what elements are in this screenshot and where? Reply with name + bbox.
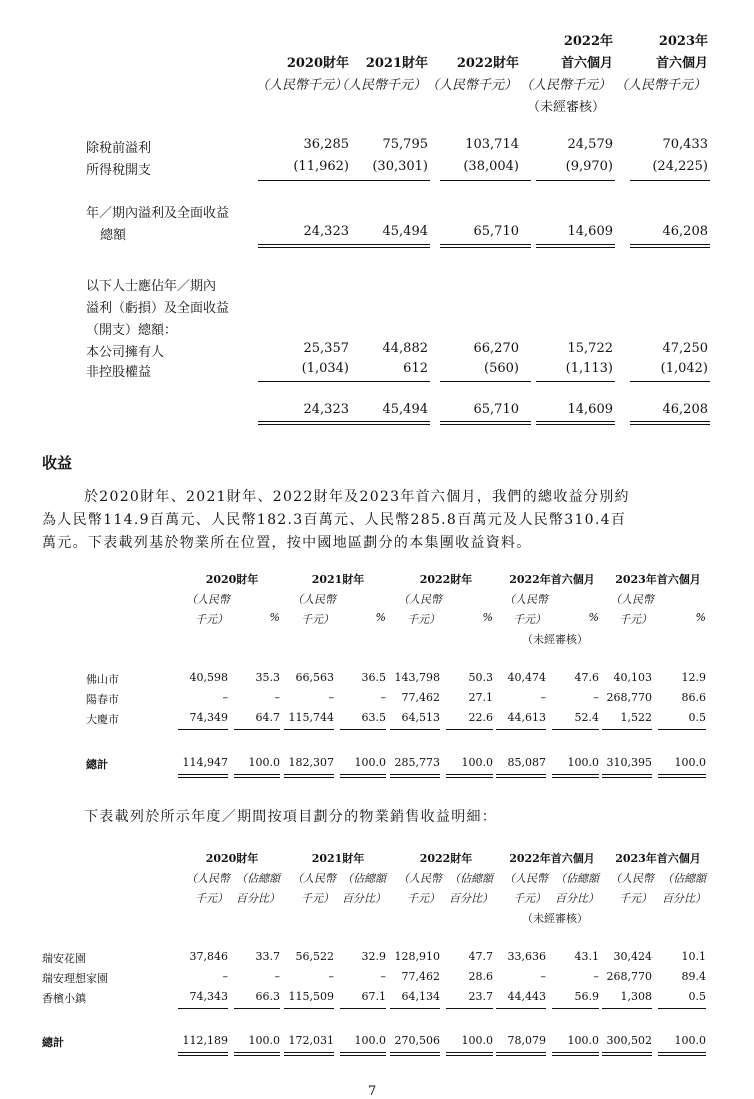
cell-value-total: 114,947 [182,756,228,769]
rule-line [536,381,615,382]
rule-line [284,1008,334,1009]
cell-value-total: 24,323 [303,224,349,239]
row-label: 陽春市 [86,693,119,706]
cell-value: 63.5 [361,711,386,724]
cell-value: 74,349 [189,711,228,724]
double-rule-line [234,777,280,778]
column-header-pct: % [695,611,706,624]
cell-value-total: 78,079 [507,1034,546,1047]
double-rule-line [446,1052,493,1053]
cell-value: 33,636 [507,950,546,963]
double-rule-line [340,1052,386,1053]
cell-value-total: 100.0 [354,756,386,769]
double-rule-line [630,424,710,425]
column-header-unit: 千元） [619,892,652,905]
cell-value-total: 100.0 [461,1034,493,1047]
column-header-period: 2022年首六個月 [509,573,595,586]
revenue-heading: 收益 [42,454,73,472]
cell-value-total: 100.0 [248,756,280,769]
cell-value-total: 100.0 [567,756,599,769]
double-rule-line [350,421,430,422]
column-header-pct: 百分比） [662,892,706,905]
column-header-unit: （人民幣千元） [519,78,611,93]
cell-value: 64.7 [255,711,280,724]
page-number: 7 [368,1084,377,1099]
column-header-pct: 百分比） [342,892,386,905]
cell-value-total: 45,494 [382,402,428,417]
rule-line [258,180,350,181]
cell-value: (24,225) [652,159,708,174]
rule-line [496,1008,546,1009]
column-header-unit: （人民幣 [504,593,548,606]
rule-line [178,729,228,730]
cell-value: 37,846 [189,950,228,963]
cell-value: (9,970) [565,159,613,174]
column-header-unit: 千元） [619,613,652,626]
rule-line [496,729,546,730]
rule-line [440,381,531,382]
column-header-pct: % [588,611,599,624]
rule-line [630,180,710,181]
cell-value: 40,103 [613,671,652,684]
column-header-period: 2020財年 [286,56,349,71]
revenue-paragraph-line-2: 為人民幣114.9百萬元、人民幣182.3百萬元、人民幣285.8百萬元及人民幣310.4百 [42,512,627,528]
cell-value: 44,882 [382,341,428,356]
double-rule-line [536,244,615,245]
cell-value: 44,443 [507,990,546,1003]
cell-value-total: 65,710 [473,224,519,239]
column-header-unit: （人民幣 [186,593,230,606]
cell-value-total: 14,609 [567,224,613,239]
project-revenue-intro: 下表載列於所示年度／期間按項目劃分的物業銷售收益明細： [84,809,498,825]
column-header-pct: 百分比） [449,892,493,905]
double-rule-line [258,424,350,425]
double-rule-line [552,774,599,775]
cell-value-total: 14,609 [567,402,613,417]
cell-value: – [540,691,546,704]
cell-value-total: 100.0 [248,1034,280,1047]
double-rule-line [340,1055,386,1056]
revenue-paragraph-line-3: 萬元。下表載列基於物業所在位置，按中國地區劃分的本集團收益資料。 [42,535,532,551]
rule-line [446,1008,493,1009]
column-header-period: 2020財年 [205,573,259,586]
row-label: 佛山市 [86,673,119,686]
cell-value-total: 100.0 [567,1034,599,1047]
cell-value: 23.7 [468,990,493,1003]
cell-value: 70,433 [662,137,708,152]
row-label: 瑞安花園 [42,952,86,965]
column-header-unit: （人民幣千元） [255,78,347,93]
cell-value: – [380,970,386,983]
cell-value: 0.5 [688,711,706,724]
cell-value: 28.6 [468,970,493,983]
column-header-pct: 百分比） [236,892,280,905]
double-rule-line [390,1052,440,1053]
column-header-pct: （佔總額 [342,872,386,885]
cell-value: 77,462 [401,970,440,983]
column-header-period: 2023年首六個月 [615,852,701,865]
cell-value: 77,462 [401,691,440,704]
column-header-period: 2021財年 [311,852,365,865]
double-rule-line [536,424,615,425]
cell-value: 47.6 [574,671,599,684]
column-header-unit: 千元） [407,892,440,905]
cell-value-total: 46,208 [662,224,708,239]
double-rule-line [602,1055,652,1056]
double-rule-line [258,421,350,422]
double-rule-line [178,1052,228,1053]
rule-line [602,1008,652,1009]
cell-value-total: 100.0 [461,756,493,769]
cell-value: – [222,970,228,983]
double-rule-line [496,1055,546,1056]
cell-value-total: 100.0 [354,1034,386,1047]
cell-value: 25,357 [303,341,349,356]
cell-value: 52.4 [574,711,599,724]
cell-value-total: 285,773 [394,756,440,769]
cell-value: 86.6 [681,691,706,704]
cell-value: 66,563 [295,671,334,684]
cell-value: 612 [403,361,428,376]
cell-value: 47.7 [468,950,493,963]
double-rule-line [340,777,386,778]
row-label: 除稅前溢利 [86,141,152,156]
cell-value-total: 112,189 [182,1034,228,1047]
column-header-note: （未經審核） [526,100,605,115]
double-rule-line [446,777,493,778]
double-rule-line [536,421,615,422]
row-label-total: 總計 [42,1036,64,1049]
cell-value: 268,770 [606,970,652,983]
rule-line [658,1008,706,1009]
double-rule-line [552,1055,599,1056]
double-rule-line [258,244,350,245]
double-rule-line [496,777,546,778]
cell-value-total: 65,710 [473,402,519,417]
column-header-unit: （人民幣千元） [334,78,426,93]
double-rule-line [446,774,493,775]
double-rule-line [178,777,228,778]
cell-value: – [328,691,334,704]
cell-value: (30,301) [372,159,428,174]
cell-value: 268,770 [606,691,652,704]
cell-value: 115,509 [288,990,334,1003]
column-header-unit: （人民幣 [398,872,442,885]
cell-value: 74,343 [189,990,228,1003]
double-rule-line [350,247,430,248]
double-rule-line [446,1055,493,1056]
cell-value-total: 182,307 [288,756,334,769]
rule-line [340,1008,386,1009]
column-header-pct: （佔總額 [449,872,493,885]
row-label: 所得稅開支 [86,163,152,178]
cell-value: 1,308 [620,990,652,1003]
rule-line [446,729,493,730]
rule-line [552,729,599,730]
row-label: 年／期內溢利及全面收益 [86,206,230,221]
row-label: 以下人士應佔年／期內 [86,279,217,294]
cell-value: 64,134 [401,990,440,1003]
column-header-unit: （人民幣 [292,872,336,885]
double-rule-line [178,1055,228,1056]
cell-value-total: 100.0 [674,756,706,769]
cell-value: 15,722 [567,341,613,356]
cell-value: (11,962) [293,159,349,174]
double-rule-line [234,1055,280,1056]
column-header-note: （未經審核） [522,633,588,646]
column-header-pct: % [482,611,493,624]
cell-value: 56,522 [295,950,334,963]
cell-value: (38,004) [463,159,519,174]
cell-value: 128,910 [394,950,440,963]
double-rule-line [658,1052,706,1053]
cell-value: 33.7 [255,950,280,963]
double-rule-line [552,777,599,778]
cell-value-total: 46,208 [662,402,708,417]
cell-value-total: 310,395 [606,756,652,769]
double-rule-line [390,777,440,778]
row-label: 瑞安理想家園 [42,972,108,985]
column-header-period: 2022財年 [456,56,519,71]
cell-value-total: 45,494 [382,224,428,239]
double-rule-line [552,1052,599,1053]
cell-value-total: 85,087 [507,756,546,769]
double-rule-line [350,244,430,245]
column-header-period: 2023年首六個月 [615,573,701,586]
double-rule-line [440,244,531,245]
rule-line [630,381,710,382]
rule-line [234,729,280,730]
double-rule-line [440,421,531,422]
cell-value: – [380,691,386,704]
column-header-period: 首六個月 [560,56,613,71]
column-header-pct: % [375,611,386,624]
row-label-total: 總計 [86,758,108,771]
column-header-unit: 千元） [513,613,546,626]
double-rule-line [658,1055,706,1056]
column-header-unit: （人民幣 [292,593,336,606]
double-rule-line [536,247,615,248]
double-rule-line [390,1055,440,1056]
cell-value-total: 300,502 [606,1034,652,1047]
cell-value: 64,513 [401,711,440,724]
column-header-unit: 千元） [513,892,546,905]
column-header-period: 2021財年 [365,56,428,71]
column-header-unit: 千元） [195,613,228,626]
column-header-note: （未經審核） [522,912,588,925]
rule-line [350,180,430,181]
double-rule-line [602,777,652,778]
row-label: 非控股權益 [86,365,152,380]
cell-value: 115,744 [288,711,334,724]
double-rule-line [630,421,710,422]
rule-line [350,381,430,382]
column-header-unit: （人民幣 [398,593,442,606]
column-header-year: 2022年 [563,34,613,49]
cell-value: – [328,970,334,983]
cell-value: 43.1 [574,950,599,963]
cell-value: 0.5 [688,990,706,1003]
double-rule-line [284,1055,334,1056]
column-header-period: 2022財年 [419,573,473,586]
column-header-year: 2023年 [658,34,708,49]
double-rule-line [284,1052,334,1053]
rule-line [602,729,652,730]
rule-line [178,1008,228,1009]
column-header-unit: （人民幣 [610,872,654,885]
column-header-unit: 千元） [195,892,228,905]
cell-value: 36,285 [303,137,349,152]
double-rule-line [390,774,440,775]
rule-line [340,729,386,730]
double-rule-line [602,774,652,775]
row-label: 溢利（虧損）及全面收益 [86,301,230,316]
double-rule-line [234,774,280,775]
double-rule-line [258,247,350,248]
cell-value: 10.1 [681,950,706,963]
cell-value: – [593,691,599,704]
cell-value: 89.4 [681,970,706,983]
double-rule-line [630,247,710,248]
cell-value: – [540,970,546,983]
cell-value: – [222,691,228,704]
cell-value: 50.3 [468,671,493,684]
cell-value: – [274,691,280,704]
cell-value: 103,714 [465,137,519,152]
column-header-pct: （佔總額 [555,872,599,885]
double-rule-line [602,1052,652,1053]
cell-value: 36.5 [361,671,386,684]
cell-value: 66,270 [473,341,519,356]
column-header-unit: 千元） [301,892,334,905]
cell-value: 27.1 [468,691,493,704]
double-rule-line [496,1052,546,1053]
column-header-unit: （人民幣千元） [425,78,517,93]
cell-value: 12.9 [681,671,706,684]
column-header-unit: （人民幣 [504,872,548,885]
double-rule-line [178,774,228,775]
double-rule-line [496,774,546,775]
column-header-unit: （人民幣 [186,872,230,885]
column-header-period: 2021財年 [311,573,365,586]
cell-value: 40,474 [507,671,546,684]
cell-value: 75,795 [382,137,428,152]
double-rule-line [284,774,334,775]
cell-value: 30,424 [613,950,652,963]
cell-value: 47,250 [662,341,708,356]
cell-value: – [593,970,599,983]
rule-line [284,729,334,730]
column-header-pct: （佔總額 [236,872,280,885]
column-header-pct: （佔總額 [662,872,706,885]
cell-value: 56.9 [574,990,599,1003]
cell-value: 44,613 [507,711,546,724]
cell-value-total: 100.0 [674,1034,706,1047]
cell-value-total: 270,506 [394,1034,440,1047]
cell-value: 24,579 [567,137,613,152]
cell-value: – [274,970,280,983]
column-header-unit: 千元） [301,613,334,626]
row-label: 本公司擁有人 [86,345,165,360]
cell-value-total: 24,323 [303,402,349,417]
column-header-unit: 千元） [407,613,440,626]
rule-line [390,1008,440,1009]
double-rule-line [340,774,386,775]
rule-line [234,1008,280,1009]
cell-value: (560) [484,361,519,376]
column-header-period: 2022財年 [419,852,473,865]
row-label: 大慶市 [86,713,119,726]
cell-value: 40,598 [189,671,228,684]
cell-value: (1,034) [301,361,349,376]
column-header-pct: % [269,611,280,624]
double-rule-line [658,777,706,778]
cell-value: 67.1 [361,990,386,1003]
double-rule-line [630,244,710,245]
rule-line [390,729,440,730]
column-header-unit: （人民幣千元） [614,78,706,93]
cell-value: 143,798 [394,671,440,684]
cell-value: 1,522 [620,711,652,724]
double-rule-line [440,424,531,425]
cell-value: (1,113) [565,361,613,376]
double-rule-line [284,777,334,778]
cell-value: 22.6 [468,711,493,724]
column-header-unit: （人民幣 [610,593,654,606]
rule-line [658,729,706,730]
column-header-period: 2022年首六個月 [509,852,595,865]
row-label: （開支）總額： [86,323,178,338]
column-header-period: 首六個月 [655,56,708,71]
revenue-paragraph-line-1: 於2020財年、2021財年、2022財年及2023年首六個月，我們的總收益分別約 [84,489,630,505]
rule-line [536,180,615,181]
cell-value-total: 172,031 [288,1034,334,1047]
cell-value: (1,042) [660,361,708,376]
cell-value: 66.3 [255,990,280,1003]
cell-value: 32.9 [361,950,386,963]
cell-value: 35.3 [255,671,280,684]
column-header-pct: 百分比） [555,892,599,905]
row-label: 總額 [100,228,127,243]
double-rule-line [658,774,706,775]
rule-line [258,381,350,382]
double-rule-line [234,1052,280,1053]
row-label: 香檳小鎮 [42,992,86,1005]
double-rule-line [440,247,531,248]
rule-line [552,1008,599,1009]
column-header-period: 2020財年 [205,852,259,865]
rule-line [440,180,531,181]
double-rule-line [350,424,430,425]
